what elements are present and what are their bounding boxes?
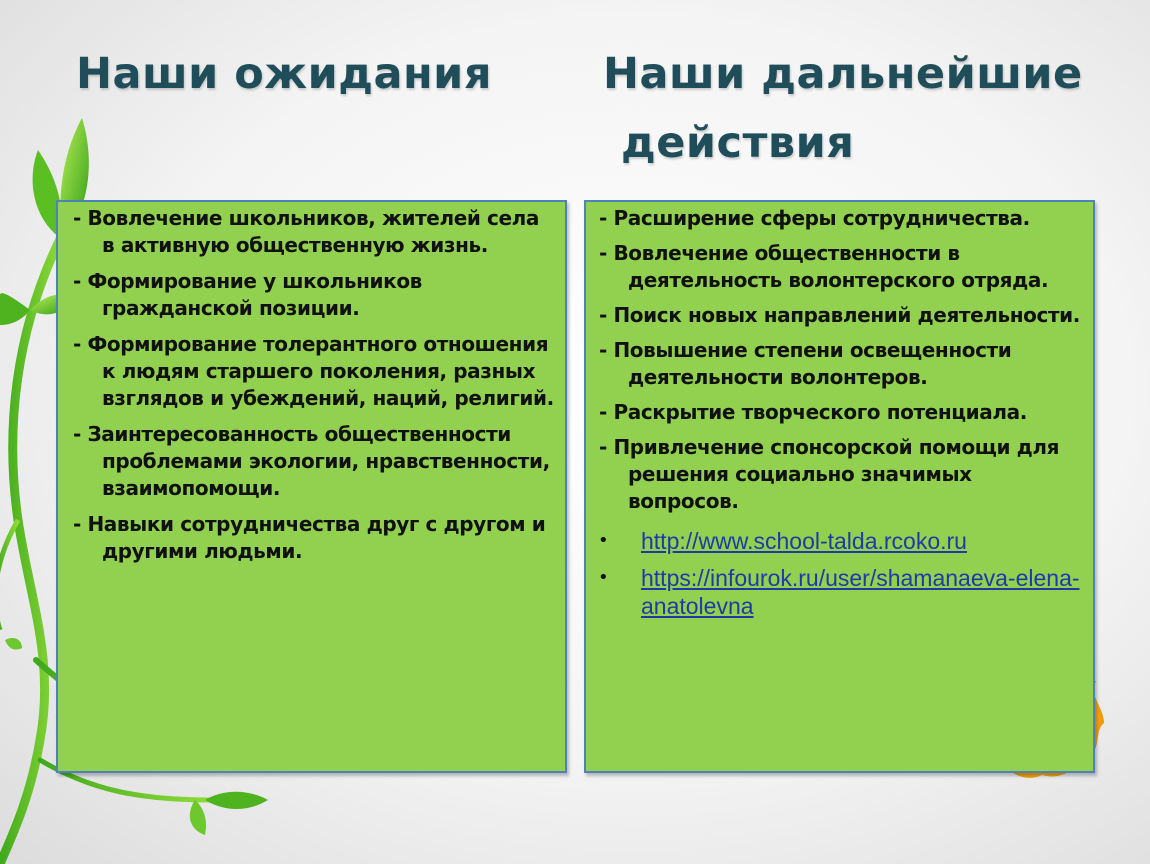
actions-list bbox=[586, 202, 1093, 515]
link-item bbox=[586, 564, 1085, 620]
list-item: - Вовлечение школьников, жителей села в активную общественную жизнь. bbox=[73, 206, 540, 257]
list-item: - Поиск новых направлений деятельности. bbox=[599, 303, 1080, 327]
list-item: - Навыки сотрудничества друг с другом и другими людьми. bbox=[73, 512, 546, 563]
list-item: - Вовлечение общественности в деятельность волонтерского отряда. bbox=[599, 241, 1049, 292]
bullet-icon: • bbox=[598, 530, 609, 551]
list-item: - Формирование у школьников гражданской позиции. bbox=[73, 269, 422, 320]
actions-box bbox=[584, 200, 1095, 773]
list-item: - Формирование толерантного отношения к людям старшего поколения, разных взглядов и убеждений, наций, религий. bbox=[73, 332, 554, 410]
bullet-icon: • bbox=[598, 567, 609, 588]
heading-further-actions-line2: действия bbox=[621, 118, 855, 168]
list-item: - Повышение степени освещенности деятельности волонтеров. bbox=[599, 338, 1012, 389]
school-site-link[interactable]: http://www.school-talda.rcoko.ru bbox=[641, 528, 967, 554]
links-list bbox=[586, 523, 1093, 620]
infourok-profile-link[interactable]: https://infourok.ru/user/shamanaeva-elena-anatolevna bbox=[641, 565, 1080, 619]
heading-expectations: Наши ожидания bbox=[76, 49, 492, 99]
list-item: - Заинтересованность общественности проблемами экологии, нравственности, взаимопомощи. bbox=[73, 422, 550, 500]
expectations-box bbox=[56, 200, 567, 773]
heading-further-actions: Наши дальнейшие bbox=[603, 49, 1083, 99]
list-item: - Привлечение спонсорской помощи для решения социально значимых вопросов. bbox=[599, 435, 1060, 513]
list-item: - Раскрытие творческого потенциала. bbox=[599, 400, 1027, 424]
link-item bbox=[586, 527, 1085, 555]
expectations-list bbox=[58, 202, 565, 565]
list-item: - Расширение сферы сотрудничества. bbox=[599, 206, 1030, 230]
